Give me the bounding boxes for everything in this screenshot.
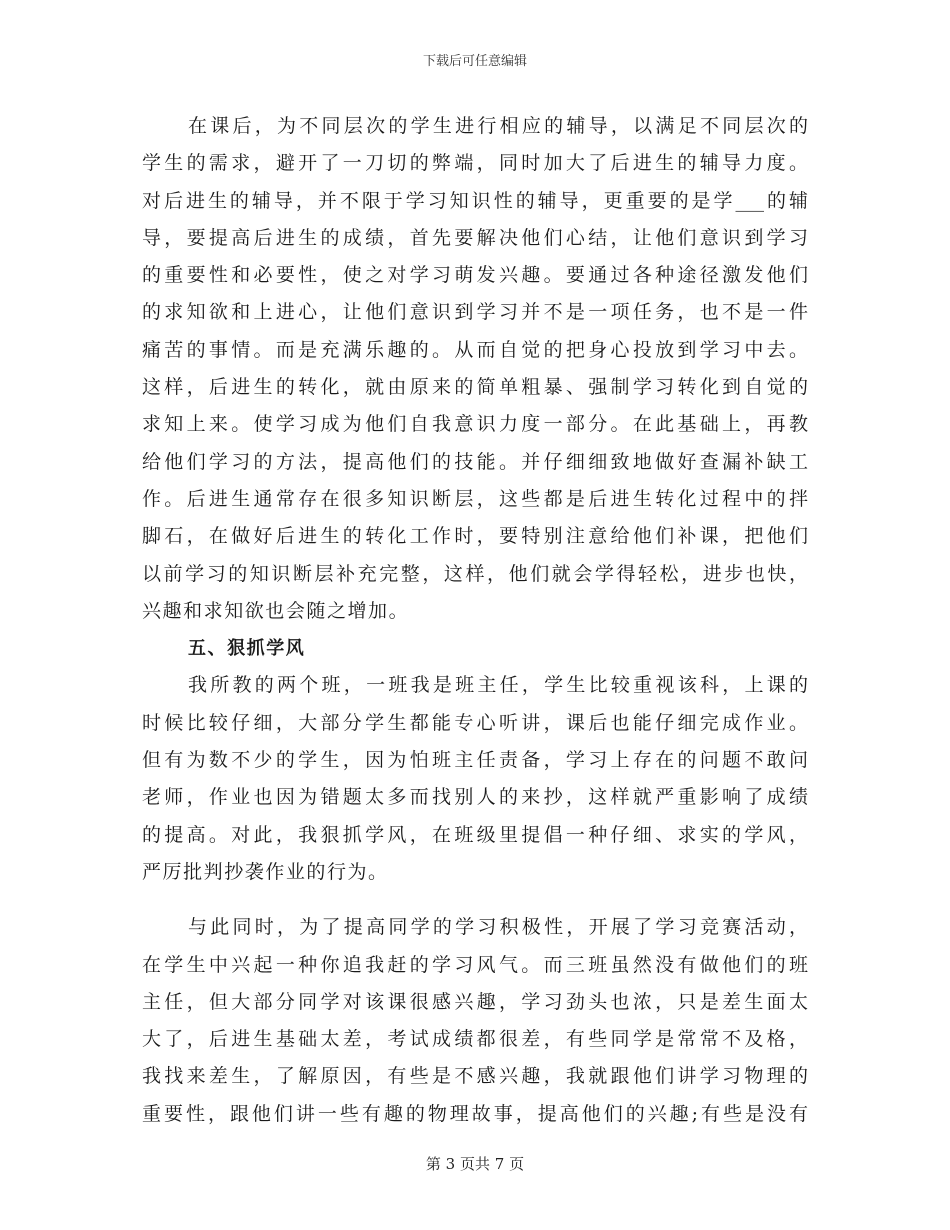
paragraph-line: 这样，后进生的转化，就由原来的简单粗暴、强制学习转化到自觉的 [142, 376, 808, 399]
paragraph-line: 时候比较仔细，大部分学生都能专心听讲，课后也能仔细完成作业。 [142, 711, 808, 734]
paragraph-tutoring [142, 108, 808, 630]
paragraph-line: 老师，作业也因为错题太多而找别人的来抄，这样就严重影响了成绩 [142, 786, 808, 809]
document-body [142, 108, 808, 1133]
page-number: 第 3 页共 7 页 [425, 1155, 525, 1173]
paragraph-line: 与此同时，为了提高同学的学习积极性，开展了学习竞赛活动， [188, 916, 808, 939]
paragraph-line: 但有为数不少的学生，因为怕班主任责备，学习上存在的问题不敢问 [142, 749, 808, 772]
paragraph-line: 在课后，为不同层次的学生进行相应的辅导，以满足不同层次的 [188, 115, 808, 137]
paragraph-line: 我所教的两个班，一班我是班主任，学生比较重视该科，上课的 [188, 674, 808, 697]
paragraph-line: 脚石，在做好后进生的转化工作时，要特别注意给他们补课，把他们 [142, 525, 808, 548]
paragraph-line: 的求知欲和上进心，让他们意识到学习并不是一项任务，也不是一件 [142, 301, 808, 324]
paragraph-line: 以前学习的知识断层补充完整，这样，他们就会学得轻松，进步也快， [142, 562, 808, 585]
paragraph-line: 严厉批判抄袭作业的行为。 [142, 860, 389, 883]
paragraph-line: 兴趣和求知欲也会随之增加。 [142, 599, 410, 622]
section-heading: 五、狠抓学风 [188, 638, 306, 660]
paragraph-line: 的重要性和必要性，使之对学习萌发兴趣。要通过各种途径激发他们 [142, 264, 808, 287]
paragraph-line: 大了，后进生基础太差，考试成绩都很差，有些同学是常常不及格， [142, 1028, 808, 1051]
paragraph-line: 求知上来。使学习成为他们自我意识力度一部分。在此基础上，再教 [142, 413, 808, 436]
paragraph-gap [142, 891, 808, 909]
paragraph-line: 主任，但大部分同学对该课很感兴趣，学习劲头也浓，只是差生面太 [142, 990, 808, 1013]
paragraph-line: 重要性，跟他们讲一些有趣的物理故事，提高他们的兴趣;有些是没有 [142, 1102, 808, 1125]
page-header: 下载后可任意编辑 [422, 54, 527, 69]
paragraph-study-habits [142, 667, 808, 891]
paragraph-line: 对后进生的辅导，并不限于学习知识性的辅导，更重要的是学___的辅 [142, 189, 808, 212]
paragraph-line: 给他们学习的方法，提高他们的技能。并仔细细致地做好查漏补缺工 [142, 450, 808, 473]
paragraph-line: 我找来差生，了解原因，有些是不感兴趣，我就跟他们讲学习物理的 [142, 1065, 808, 1088]
paragraph-line: 作。后进生通常存在很多知识断层，这些都是后进生转化过程中的拌 [142, 487, 808, 510]
paragraph-line: 在学生中兴起一种你追我赶的学习风气。而三班虽然没有做他们的班 [142, 953, 808, 976]
paragraph-line: 痛苦的事情。而是充满乐趣的。从而自觉的把身心投放到学习中去。 [142, 338, 808, 361]
paragraph-competition [142, 909, 808, 1133]
paragraph-line: 学生的需求，避开了一刀切的弊端，同时加大了后进生的辅导力度。 [142, 152, 808, 175]
paragraph-line: 导，要提高后进生的成绩，首先要解决他们心结，让他们意识到学习 [142, 226, 808, 249]
paragraph-line: 的提高。对此，我狠抓学风，在班级里提倡一种仔细、求实的学风， [142, 823, 808, 846]
